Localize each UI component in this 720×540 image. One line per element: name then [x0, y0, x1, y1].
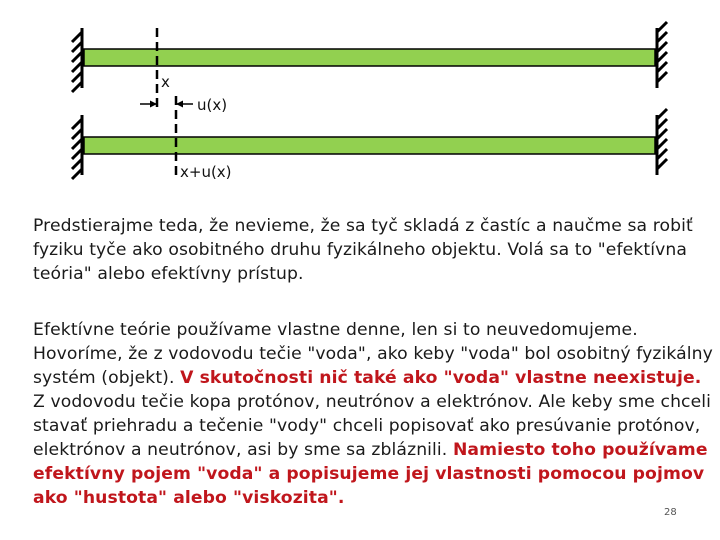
label-u: u(x) — [197, 96, 228, 114]
paragraph-2-text-1: Efektívne teórie používame vlastne denne, len si to neuvedomujeme. Hovoríme, že z vodovodu tečie "voda", ako keby "voda" bol osobitný fyzikálny systém (objekt). — [33, 320, 713, 388]
paragraph-effective-theory: Predstierajme teda, že nevieme, že sa tyč skladá z častíc a naučme sa robiť fyziku tyče ako osobitného druhu fyzikálneho objektu. Volá sa to "efektívna teória" alebo efektívny prístup. — [33, 216, 693, 284]
label-x-plus-u: x+u(x) — [180, 163, 232, 181]
fixed-wall-left-top — [72, 28, 82, 92]
rod-displacement-diagram — [0, 0, 720, 205]
paragraph-2-text-2: Z vodovodu tečie kopa protónov, neutrónov a elektrónov. Ale keby sme chceli stavať priehradu a tečenie "vody" chceli popisovať ako presúvanie protónov, elektrónov a neutrónov, asi by sme sa zbláznili. — [33, 392, 712, 460]
rod-bottom — [84, 137, 655, 154]
paragraph-water-example — [33, 318, 713, 510]
paragraph-2-highlight-2: Namiesto toho používame efektívny pojem "voda" a popisujeme jej vlastnosti pomocou pojmov ako "hustota" alebo "viskozita". — [33, 440, 708, 508]
fixed-wall-left-bottom — [72, 115, 82, 179]
label-x: x — [161, 73, 170, 91]
fixed-wall-right-top — [657, 22, 667, 88]
paragraph-2-highlight-1: V skutočnosti nič také ako "voda" vlastne neexistuje. — [180, 368, 702, 388]
rod-top — [84, 49, 655, 66]
slide-number: 28 — [664, 507, 677, 518]
fixed-wall-right-bottom — [657, 109, 667, 175]
